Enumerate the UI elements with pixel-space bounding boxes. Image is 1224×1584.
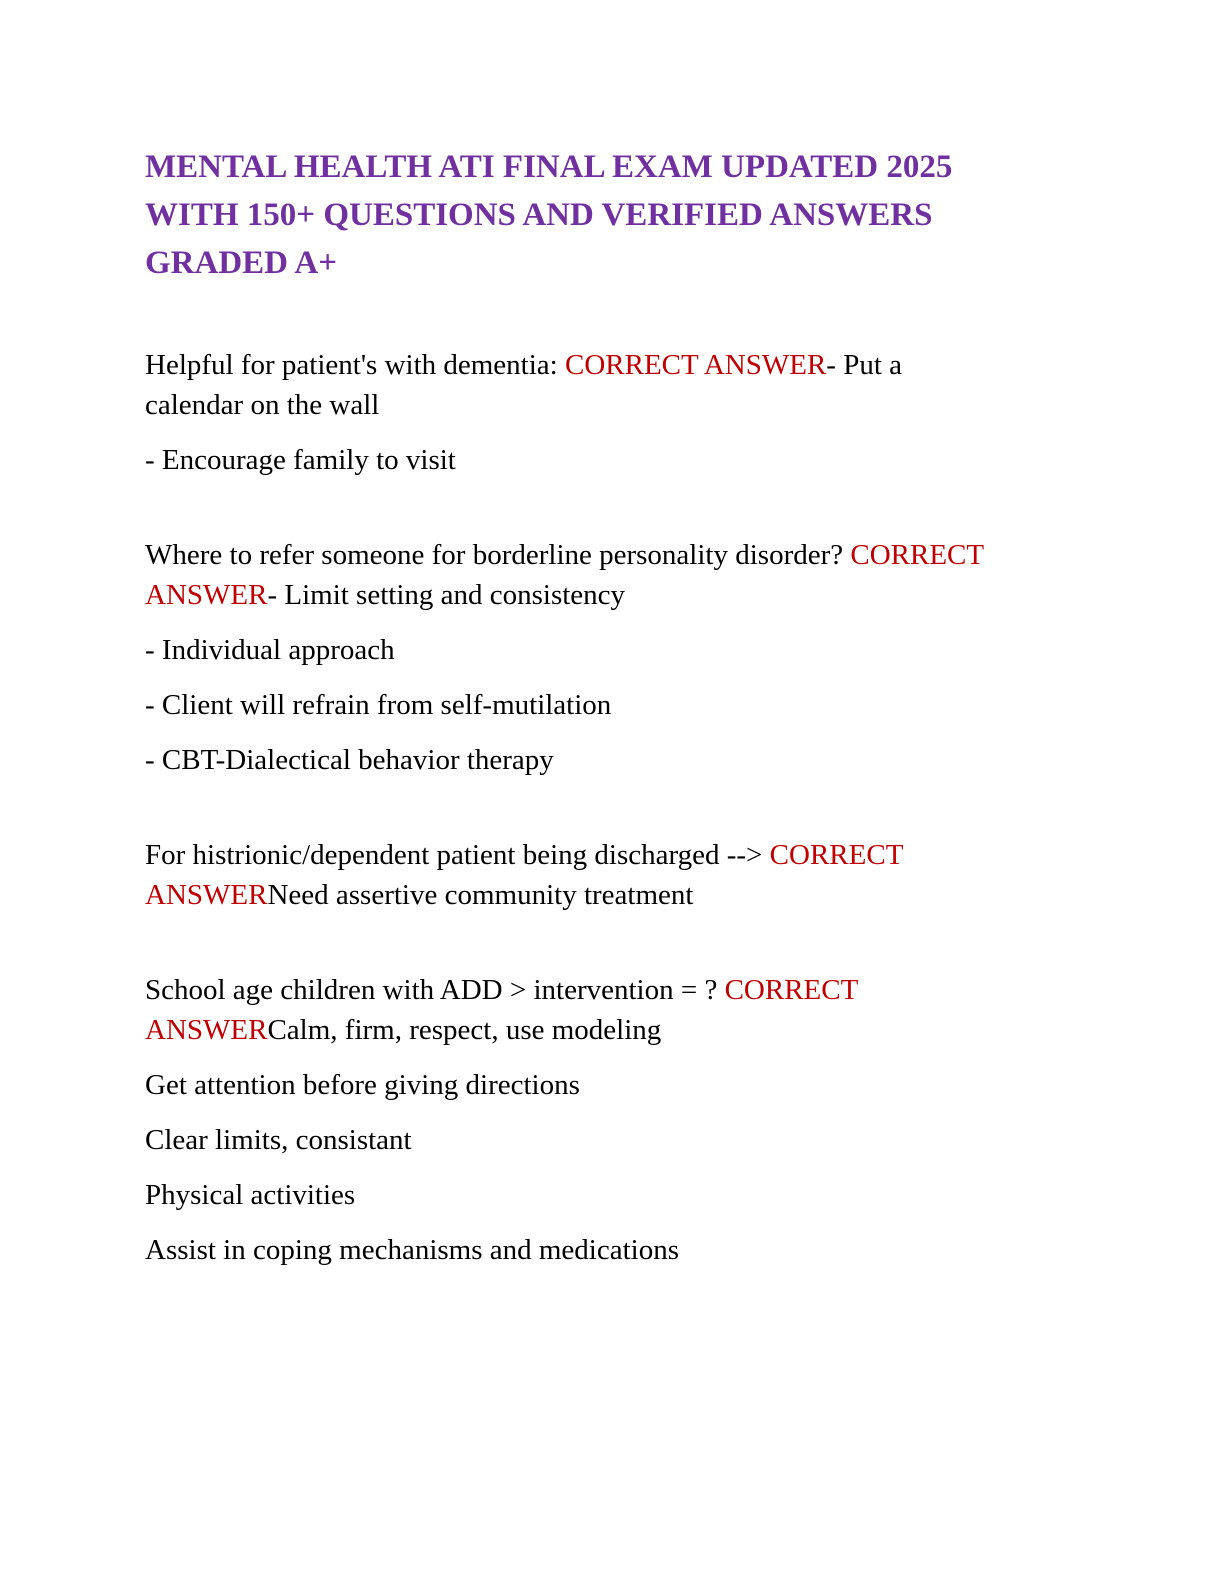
text-segment: For histrionic/dependent patient being discharged --> (145, 839, 770, 871)
paragraph (145, 535, 1094, 615)
document-body (145, 345, 1094, 1270)
text-line (145, 1230, 1094, 1270)
text-segment: School age children with ADD > intervention = ? (145, 974, 725, 1006)
text-line (145, 385, 1094, 425)
correct-answer-label: ANSWER (145, 1014, 268, 1046)
paragraph (145, 1065, 1094, 1105)
paragraph (145, 685, 1094, 725)
paragraph (145, 835, 1094, 915)
question-block (145, 835, 1094, 915)
paragraph (145, 345, 1094, 425)
page-title-line: MENTAL HEALTH ATI FINAL EXAM UPDATED 2025 (145, 149, 953, 185)
text-line (145, 740, 1094, 780)
text-line (145, 440, 1094, 480)
question-block (145, 970, 1094, 1270)
text-line (145, 535, 1094, 575)
page-title-line: GRADED A+ (145, 245, 338, 281)
text-segment: - CBT-Dialectical behavior therapy (145, 744, 554, 776)
text-segment: Where to refer someone for borderline personality disorder? (145, 539, 851, 571)
text-segment: - Individual approach (145, 634, 395, 666)
correct-answer-label: CORRECT (850, 539, 985, 571)
paragraph (145, 1230, 1094, 1270)
paragraph (145, 440, 1094, 480)
text-segment: Need assertive community treatment (267, 879, 694, 911)
text-segment: - Put a (826, 349, 903, 381)
text-line (145, 1065, 1094, 1105)
text-segment: Physical activities (145, 1179, 356, 1211)
text-segment: Helpful for patient's with dementia: (145, 349, 565, 381)
text-segment: calendar on the wall (145, 389, 380, 421)
question-block (145, 535, 1094, 780)
text-segment: Get attention before giving directions (145, 1069, 580, 1101)
text-line (145, 970, 1094, 1010)
paragraph (145, 630, 1094, 670)
paragraph (145, 740, 1094, 780)
question-block (145, 345, 1094, 480)
text-segment: Calm, firm, respect, use modeling (267, 1014, 662, 1046)
text-line (145, 875, 1094, 915)
text-line (145, 630, 1094, 670)
page-title-line: WITH 150+ QUESTIONS AND VERIFIED ANSWERS (145, 197, 933, 233)
text-segment: - Encourage family to visit (145, 444, 456, 476)
page-title (145, 143, 1094, 287)
text-segment: Assist in coping mechanisms and medications (145, 1234, 680, 1266)
text-line (145, 575, 1094, 615)
text-segment: - Client will refrain from self-mutilation (145, 689, 612, 721)
text-line (145, 1120, 1094, 1160)
text-line (145, 835, 1094, 875)
text-segment: - Limit setting and consistency (267, 579, 626, 611)
correct-answer-label: CORRECT (769, 839, 904, 871)
paragraph (145, 970, 1094, 1050)
correct-answer-label: CORRECT ANSWER (564, 349, 827, 381)
text-line (145, 685, 1094, 725)
text-segment: Clear limits, consistant (145, 1124, 412, 1156)
correct-answer-label: ANSWER (145, 579, 268, 611)
paragraph (145, 1120, 1094, 1160)
correct-answer-label: ANSWER (145, 879, 268, 911)
text-line (145, 1175, 1094, 1215)
text-line (145, 345, 1094, 385)
paragraph (145, 1175, 1094, 1215)
text-line (145, 1010, 1094, 1050)
correct-answer-label: CORRECT (724, 974, 859, 1006)
